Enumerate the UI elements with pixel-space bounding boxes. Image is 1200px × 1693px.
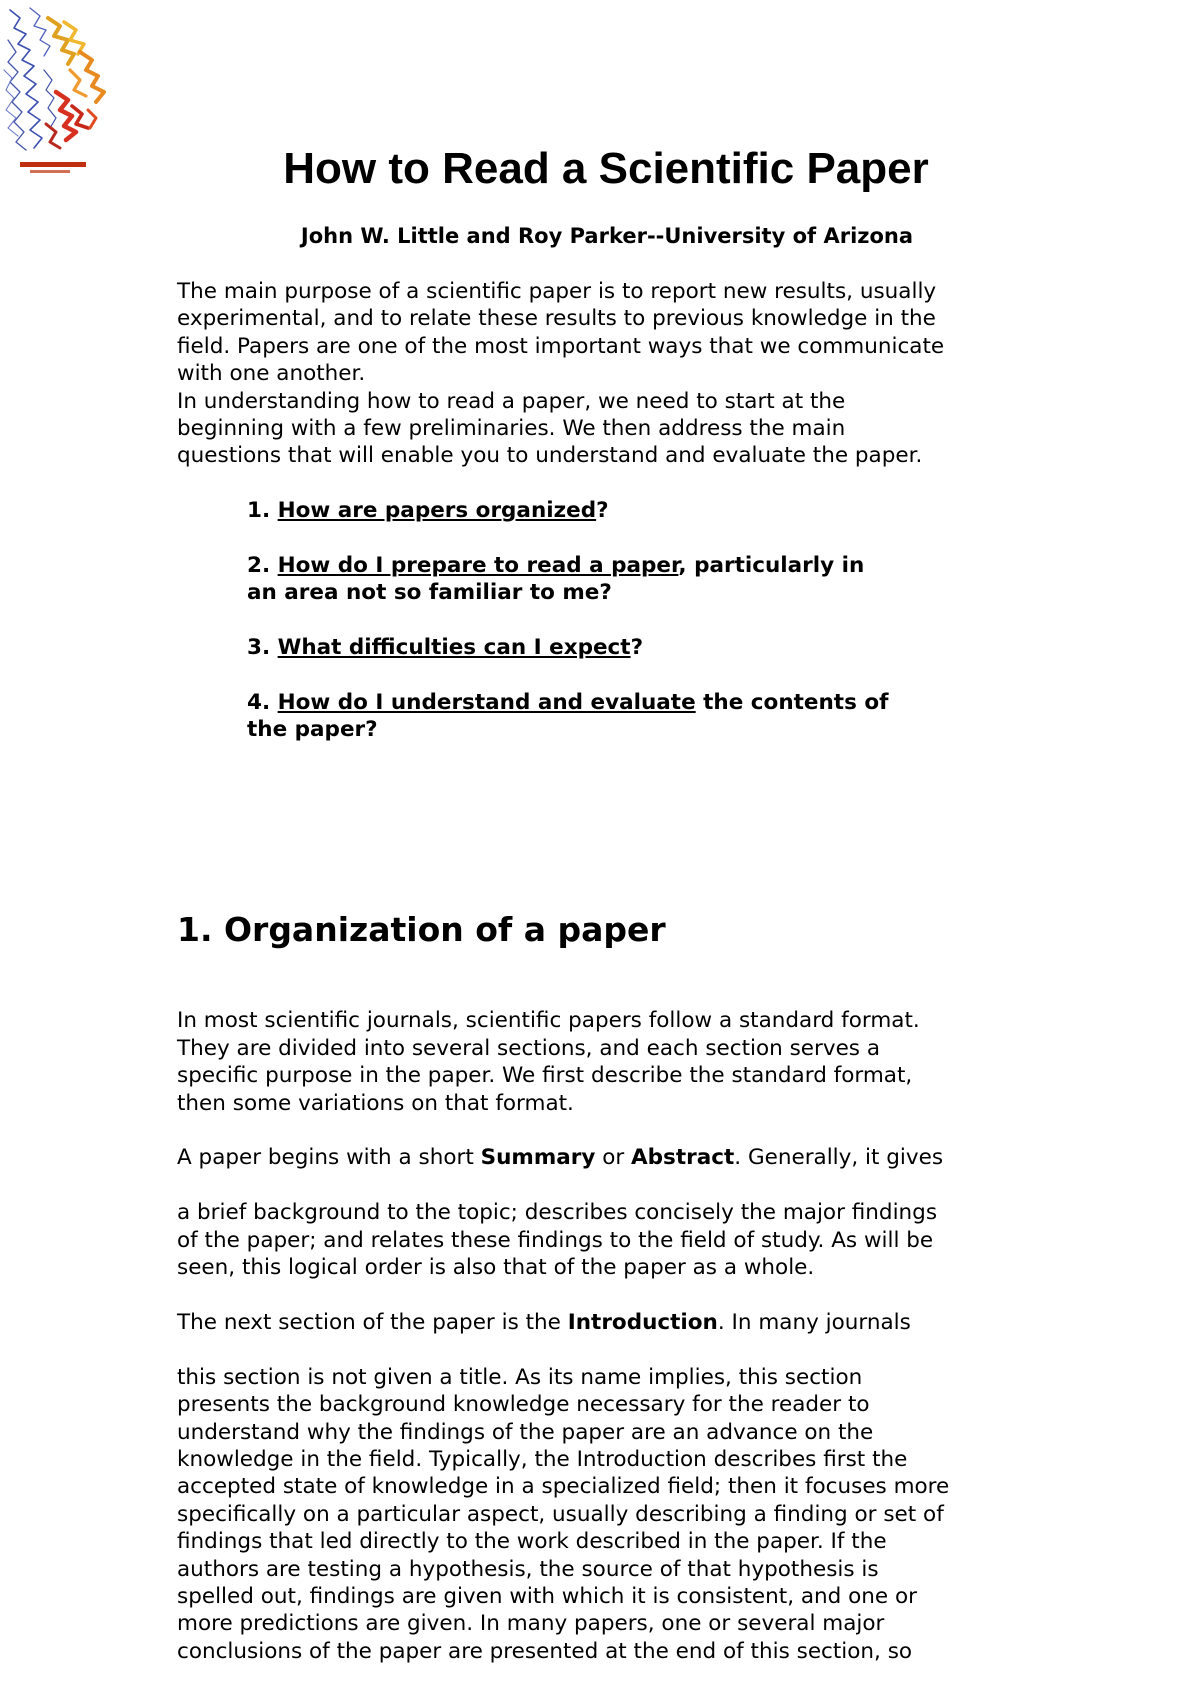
introduction-line: this section is not given a title. As its name implies, this section	[177, 1364, 863, 1390]
body-line: specific purpose in the paper. We first describe the standard format,	[177, 1063, 913, 1089]
question-link-3[interactable]: What difficulties can I expect	[277, 635, 631, 660]
document-authors: John W. Little and Roy Parker--University of Arizona	[300, 224, 914, 248]
intro-line: with one another.	[177, 361, 366, 387]
question-link-2[interactable]: How do I prepare to read a paper	[277, 552, 679, 578]
body-line: then some variations on that format.	[177, 1090, 574, 1116]
summary-line: of the paper; and relates these findings to the field of study. As will be	[177, 1227, 934, 1253]
question-link-4[interactable]: How do I understand and evaluate	[277, 689, 696, 715]
introduction-line: conclusions of the paper are presented at the end of this section, so	[177, 1638, 913, 1664]
summary-paragraph-first-line: A paper begins with a short Summary or Abstract. Generally, it gives	[177, 1145, 944, 1171]
body-line: In most scientific journals, scientific papers follow a standard format.	[177, 1008, 920, 1034]
introduction-line: understand why the findings of the paper are an advance on the	[177, 1419, 874, 1445]
abstract-term: Abstract	[631, 1145, 735, 1171]
intro-line: The main purpose of a scientific paper is to report new results, usually	[177, 279, 937, 304]
introduction-line: more predictions are given. In many papers, one or several major	[177, 1611, 885, 1637]
introduction-term: Introduction	[567, 1309, 718, 1335]
intro-paragraph	[177, 278, 1037, 470]
introduction-line: specifically on a particular aspect, usually describing a finding or set of	[177, 1501, 944, 1527]
introduction-line: findings that led directly to the work described in the paper. If the	[177, 1529, 887, 1555]
introduction-paragraph-first-line: The next section of the paper is the Introduction. In many journals	[177, 1309, 911, 1335]
summary-term: Summary	[480, 1145, 596, 1171]
summary-paragraph	[177, 1199, 1037, 1281]
question-item-1: 1. How are papers organized?	[247, 498, 609, 523]
protein-structure-logo	[0, 0, 115, 185]
organization-body	[177, 980, 1037, 1693]
document-title: How to Read a Scientific Paper	[283, 144, 929, 193]
question-item-2: 2. How do I prepare to read a paper, particularly in an area not so familiar to me?	[247, 552, 865, 606]
body-line: They are divided into several sections, and each section serves a	[177, 1035, 881, 1061]
section-heading-organization: 1. Organization of a paper	[177, 910, 666, 949]
intro-line: beginning with a few preliminaries. We then address the main	[177, 416, 846, 442]
question-list	[247, 497, 967, 771]
introduction-line: accepted state of knowledge in a specialized field; then it focuses more	[177, 1474, 950, 1500]
summary-line: a brief background to the topic; describes concisely the major findings	[177, 1200, 938, 1226]
body-paragraph-1	[177, 1007, 1037, 1117]
summary-line: seen, this logical order is also that of the paper as a whole.	[177, 1255, 815, 1281]
introduction-paragraph	[177, 1364, 1037, 1665]
intro-line: experimental, and to relate these results to previous knowledge in the	[177, 306, 936, 332]
question-item-4: 4. How do I understand and evaluate the contents of the paper?	[247, 689, 889, 743]
introduction-line: presents the background knowledge necessary for the reader to	[177, 1392, 870, 1418]
introduction-line: spelled out, findings are given with which it is consistent, and one or	[177, 1583, 917, 1609]
introduction-line: authors are testing a hypothesis, the source of that hypothesis is	[177, 1556, 879, 1582]
question-link-1[interactable]: How are papers organized	[277, 498, 597, 523]
intro-line: field. Papers are one of the most important ways that we communicate	[177, 333, 945, 359]
intro-line: questions that will enable you to understand and evaluate the paper.	[177, 443, 923, 469]
question-item-3: 3. What difficulties can I expect?	[247, 635, 644, 660]
intro-line: In understanding how to read a paper, we need to start at the	[177, 388, 846, 414]
introduction-line: knowledge in the field. Typically, the Introduction describes first the	[177, 1446, 908, 1472]
